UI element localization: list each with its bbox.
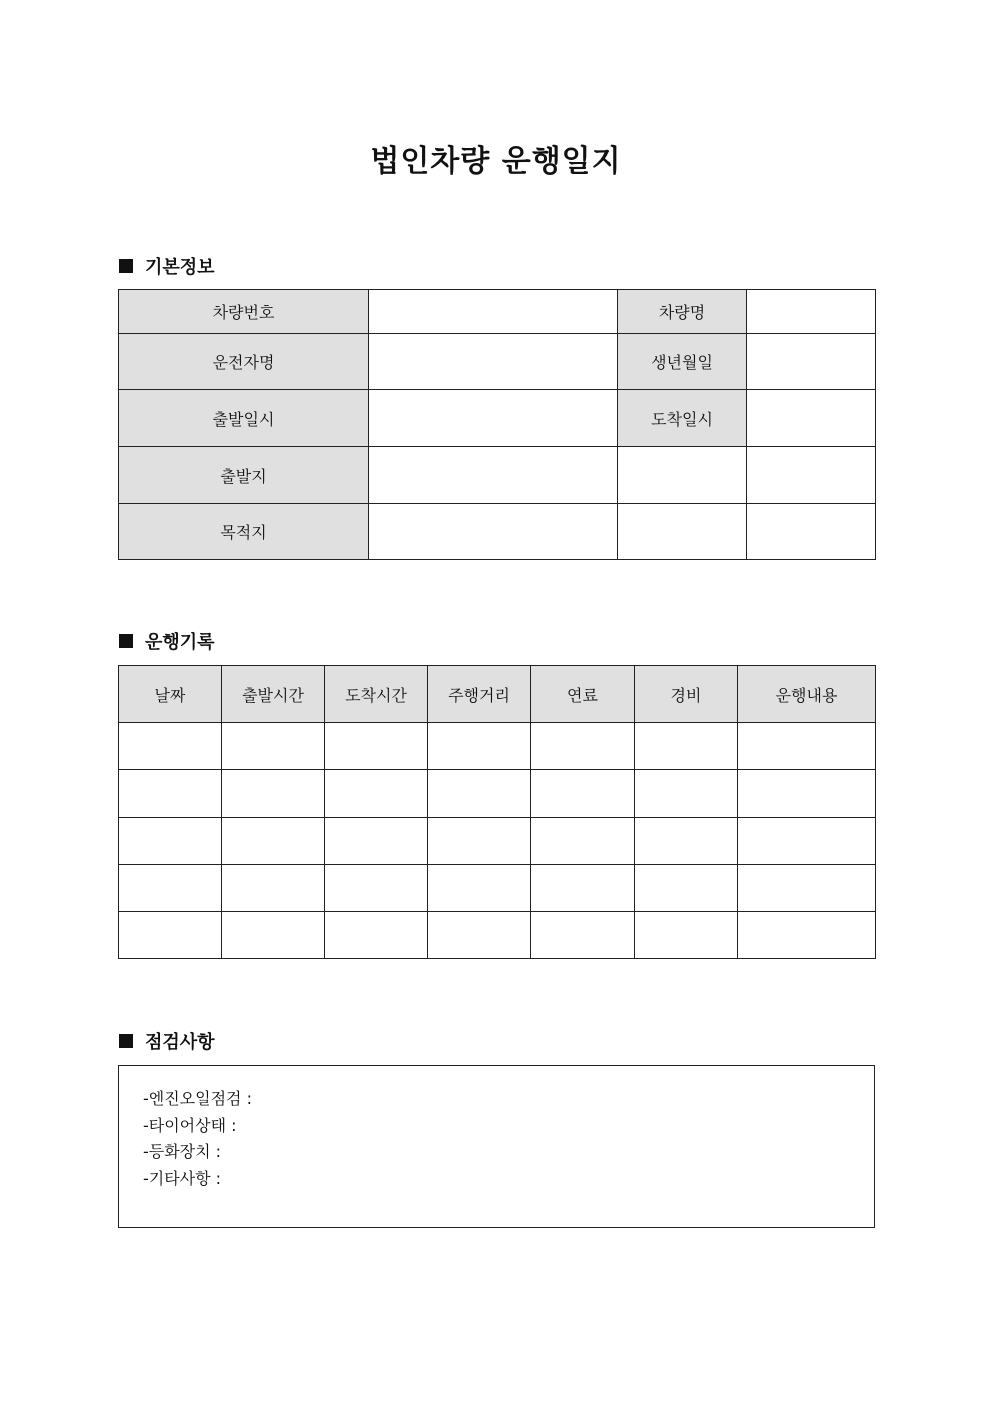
checklist-box (118, 1065, 875, 1228)
table-row (119, 334, 876, 390)
log-cell[interactable] (325, 912, 428, 959)
log-cell[interactable] (119, 865, 222, 912)
square-bullet-icon (119, 259, 133, 273)
log-cell[interactable] (428, 723, 531, 770)
square-bullet-icon (119, 1034, 133, 1048)
field-label: 차량번호 (119, 290, 369, 334)
log-cell[interactable] (738, 818, 876, 865)
checklist-item: -타이어상태 : (143, 1115, 237, 1135)
field-value-cell[interactable] (747, 290, 876, 334)
section-heading-basic (119, 253, 215, 279)
log-cell[interactable] (119, 912, 222, 959)
log-cell[interactable] (119, 770, 222, 818)
log-cell[interactable] (738, 865, 876, 912)
table-header-row (119, 666, 876, 723)
section-heading-label: 점검사항 (145, 1032, 215, 1053)
field-value-cell[interactable] (369, 290, 618, 334)
log-cell[interactable] (222, 723, 325, 770)
column-header: 날짜 (119, 666, 222, 723)
table-row (119, 504, 876, 560)
log-cell[interactable] (325, 770, 428, 818)
square-bullet-icon (119, 634, 133, 648)
column-header: 출발시간 (222, 666, 325, 723)
field-value-cell[interactable] (747, 334, 876, 390)
table-row (119, 723, 876, 770)
log-cell[interactable] (428, 770, 531, 818)
page-title: 법인차량 운행일지 (370, 144, 622, 179)
field-value-cell[interactable] (747, 390, 876, 447)
field-label: 도착일시 (618, 390, 747, 447)
log-cell[interactable] (635, 770, 738, 818)
field-value-cell[interactable] (369, 504, 618, 560)
log-cell[interactable] (325, 723, 428, 770)
table-row (119, 770, 876, 818)
field-label: 생년월일 (618, 334, 747, 390)
field-value-cell[interactable] (618, 504, 747, 560)
table-row (119, 390, 876, 447)
log-cell[interactable] (635, 723, 738, 770)
section-heading-label: 기본정보 (145, 257, 215, 278)
field-value-cell[interactable] (369, 447, 618, 504)
field-value-cell[interactable] (369, 390, 618, 447)
table-row (119, 912, 876, 959)
log-cell[interactable] (635, 865, 738, 912)
section-heading-label: 운행기록 (145, 632, 215, 653)
log-cell[interactable] (738, 770, 876, 818)
log-cell[interactable] (222, 818, 325, 865)
log-cell[interactable] (738, 723, 876, 770)
table-row (119, 865, 876, 912)
log-cell[interactable] (222, 912, 325, 959)
column-header: 운행내용 (738, 666, 876, 723)
log-cell[interactable] (531, 818, 635, 865)
checklist-item: -엔진오일점검 : (143, 1089, 252, 1108)
field-label: 목적지 (119, 504, 369, 560)
log-cell[interactable] (531, 723, 635, 770)
column-header: 도착시간 (325, 666, 428, 723)
log-cell[interactable] (222, 770, 325, 818)
field-value-cell[interactable] (369, 334, 618, 390)
field-value-cell[interactable] (618, 447, 747, 504)
log-cell[interactable] (531, 865, 635, 912)
checklist-item: -기타사항 : (143, 1168, 222, 1188)
field-label: 출발지 (119, 447, 369, 504)
table-row (119, 447, 876, 504)
log-cell[interactable] (531, 770, 635, 818)
field-value-cell[interactable] (747, 504, 876, 560)
log-cell[interactable] (222, 865, 325, 912)
log-cell[interactable] (325, 865, 428, 912)
log-cell[interactable] (635, 912, 738, 959)
column-header: 경비 (635, 666, 738, 723)
field-label: 출발일시 (119, 390, 369, 447)
column-header: 주행거리 (428, 666, 531, 723)
checklist-item: -등화장치 : (143, 1142, 222, 1161)
log-cell[interactable] (738, 912, 876, 959)
section-heading-log (119, 628, 215, 654)
field-label: 차량명 (618, 290, 747, 334)
section-heading-check (119, 1028, 215, 1054)
log-cell[interactable] (635, 818, 738, 865)
column-header: 연료 (531, 666, 635, 723)
table-row (119, 290, 876, 334)
log-cell[interactable] (119, 723, 222, 770)
log-cell[interactable] (119, 818, 222, 865)
basic-info-table (118, 289, 876, 560)
log-cell[interactable] (325, 818, 428, 865)
log-cell[interactable] (428, 912, 531, 959)
driving-log-table (118, 665, 876, 959)
log-cell[interactable] (428, 865, 531, 912)
field-value-cell[interactable] (747, 447, 876, 504)
log-cell[interactable] (428, 818, 531, 865)
table-row (119, 818, 876, 865)
log-cell[interactable] (531, 912, 635, 959)
field-label: 운전자명 (119, 334, 369, 390)
